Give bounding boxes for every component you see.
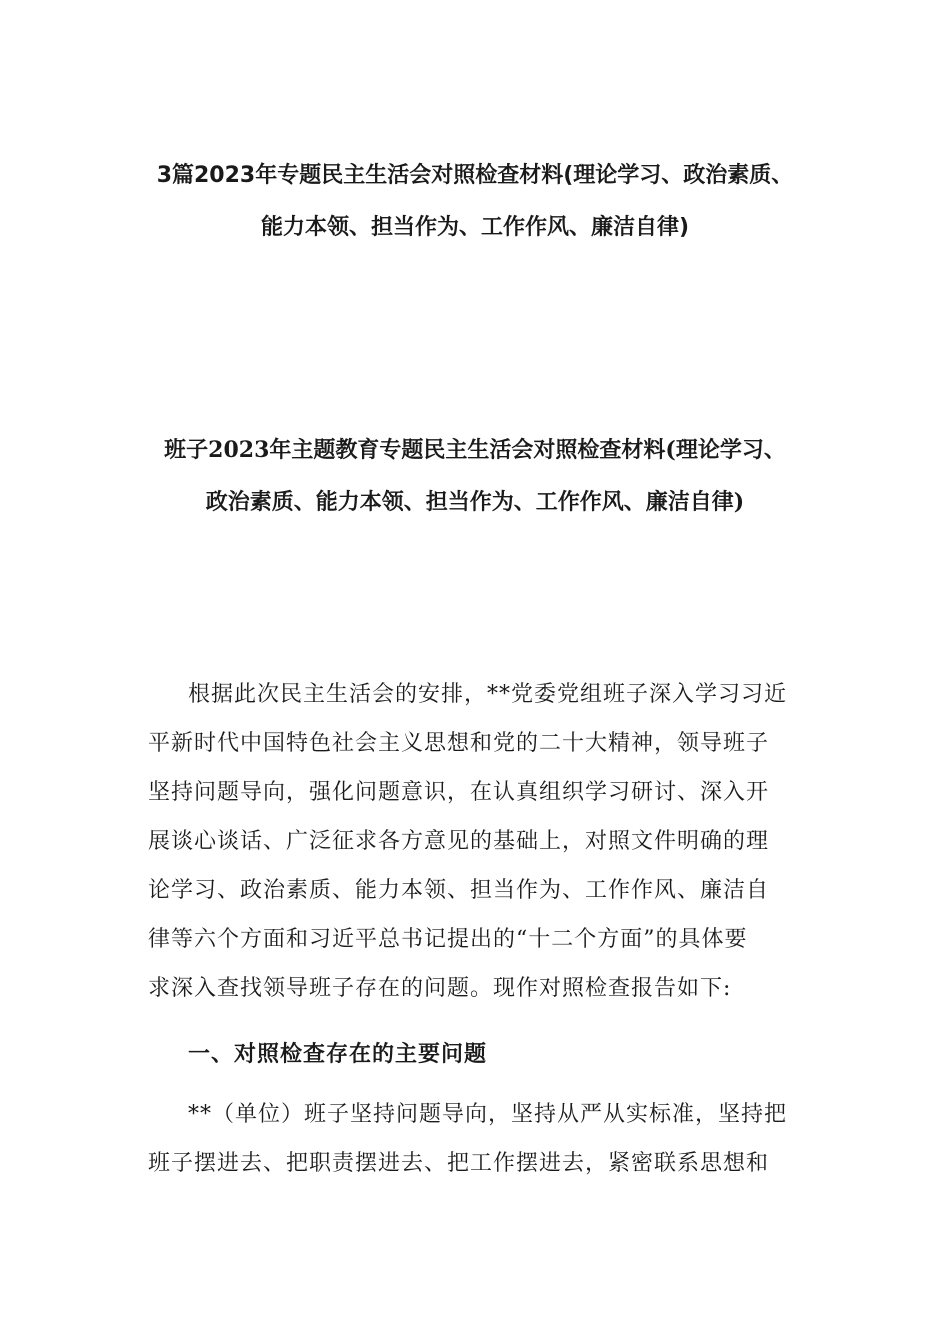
paragraph-line: 展谈心谈话、广泛征求各方意见的基础上，对照文件明确的理 (148, 829, 770, 854)
section-heading-1: 一、对照检查存在的主要问题 (188, 1042, 488, 1067)
document-title-line-1: 3篇2023年专题民主生活会对照检查材料(理论学习、政治素质、 (156, 163, 794, 188)
paragraph-line: **（单位）班子坚持问题导向，坚持从严从实标准，坚持把 (188, 1102, 788, 1127)
paragraph-line: 求深入查找领导班子存在的问题。现作对照检查报告如下: (148, 976, 732, 1001)
paragraph-line: 平新时代中国特色社会主义思想和党的二十大精神，领导班子 (148, 731, 770, 756)
document-title-line-2: 能力本领、担当作为、工作作风、廉洁自律) (260, 215, 690, 240)
paragraph-line: 根据此次民主生活会的安排，**党委党组班子深入学习习近 (188, 682, 788, 707)
paragraph-intro (148, 670, 808, 1013)
paragraph-line: 坚持问题导向，强化问题意识，在认真组织学习研讨、深入开 (148, 780, 770, 805)
paragraph-line: 班子摆进去、把职责摆进去、把工作摆进去，紧密联系思想和 (148, 1151, 770, 1176)
document-subtitle (0, 424, 950, 528)
paragraph-line: 论学习、政治素质、能力本领、担当作为、工作作风、廉洁自 (148, 878, 770, 903)
document-subtitle-line-1: 班子2023年主题教育专题民主生活会对照检查材料(理论学习、 (164, 437, 786, 463)
document-title (0, 150, 950, 254)
paragraph-line: 律等六个方面和习近平总书记提出的“十二个方面”的具体要 (148, 927, 748, 952)
paragraph-section-1 (148, 1090, 808, 1188)
document-subtitle-line-2: 政治素质、能力本领、担当作为、工作作风、廉洁自律) (205, 489, 745, 515)
